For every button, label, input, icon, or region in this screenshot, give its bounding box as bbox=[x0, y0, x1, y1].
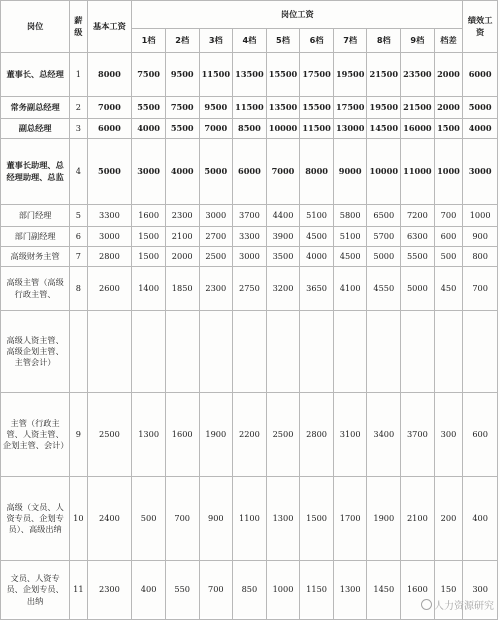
cell-level: 14500 bbox=[367, 119, 401, 139]
cell-level: 5500 bbox=[401, 247, 435, 267]
header-level: 5档 bbox=[266, 29, 300, 53]
table-row bbox=[1, 247, 498, 267]
cell-level: 700 bbox=[165, 477, 199, 561]
cell-level: 3400 bbox=[367, 393, 401, 477]
table-row bbox=[1, 267, 498, 311]
cell-grade: 1 bbox=[70, 53, 87, 97]
cell-level: 11500 bbox=[199, 53, 233, 97]
cell-perf-salary: 6000 bbox=[463, 53, 498, 97]
cell-level: 8000 bbox=[300, 139, 334, 205]
cell-level: 1850 bbox=[165, 267, 199, 311]
cell-level: 700 bbox=[199, 561, 233, 620]
cell-level bbox=[165, 311, 199, 393]
cell-level: 5100 bbox=[300, 205, 334, 227]
cell-base-salary: 3300 bbox=[87, 205, 132, 227]
header-row bbox=[1, 1, 498, 29]
cell-base-salary: 3000 bbox=[87, 227, 132, 247]
cell-perf-salary: 5000 bbox=[463, 97, 498, 119]
table-row bbox=[1, 205, 498, 227]
cell-level: 5000 bbox=[199, 139, 233, 205]
header-grade: 薪级 bbox=[70, 1, 87, 53]
cell-grade bbox=[70, 311, 87, 393]
cell-level: 6300 bbox=[401, 227, 435, 247]
cell-level: 1150 bbox=[300, 561, 334, 620]
cell-level: 1900 bbox=[367, 477, 401, 561]
cell-level: 7000 bbox=[266, 139, 300, 205]
header-level: 7档 bbox=[333, 29, 367, 53]
cell-level: 6000 bbox=[233, 139, 267, 205]
cell-position: 常务副总经理 bbox=[1, 97, 70, 119]
cell-level: 13500 bbox=[266, 97, 300, 119]
header-level-diff: 档差 bbox=[434, 29, 463, 53]
cell-level: 3900 bbox=[266, 227, 300, 247]
cell-level-diff: 600 bbox=[434, 227, 463, 247]
cell-grade: 6 bbox=[70, 227, 87, 247]
cell-level: 2000 bbox=[165, 247, 199, 267]
cell-level: 21500 bbox=[401, 97, 435, 119]
weibo-logo-icon bbox=[421, 599, 432, 610]
cell-level: 3000 bbox=[199, 205, 233, 227]
cell-level-diff: 500 bbox=[434, 247, 463, 267]
header-level: 9档 bbox=[401, 29, 435, 53]
cell-grade: 8 bbox=[70, 267, 87, 311]
cell-level-diff: 1000 bbox=[434, 139, 463, 205]
header-base-salary: 基本工资 bbox=[87, 1, 132, 53]
cell-level: 1100 bbox=[233, 477, 267, 561]
cell-level: 4000 bbox=[165, 139, 199, 205]
cell-level: 7500 bbox=[165, 97, 199, 119]
table-row bbox=[1, 97, 498, 119]
cell-position: 部门副经理 bbox=[1, 227, 70, 247]
cell-level: 2500 bbox=[199, 247, 233, 267]
cell-level bbox=[233, 311, 267, 393]
cell-base-salary: 8000 bbox=[87, 53, 132, 97]
cell-level: 13500 bbox=[233, 53, 267, 97]
cell-base-salary: 2600 bbox=[87, 267, 132, 311]
cell-level: 11000 bbox=[401, 139, 435, 205]
cell-level: 5700 bbox=[367, 227, 401, 247]
cell-level: 900 bbox=[199, 477, 233, 561]
cell-level: 1600 bbox=[132, 205, 166, 227]
cell-level: 2700 bbox=[199, 227, 233, 247]
cell-grade: 5 bbox=[70, 205, 87, 227]
cell-position: 副总经理 bbox=[1, 119, 70, 139]
cell-level: 2200 bbox=[233, 393, 267, 477]
cell-level: 7000 bbox=[199, 119, 233, 139]
cell-level: 5500 bbox=[165, 119, 199, 139]
cell-level: 2100 bbox=[401, 477, 435, 561]
cell-position: 高级财务主管 bbox=[1, 247, 70, 267]
cell-base-salary bbox=[87, 311, 132, 393]
cell-level: 5000 bbox=[367, 247, 401, 267]
cell-base-salary: 2800 bbox=[87, 247, 132, 267]
cell-level: 4000 bbox=[300, 247, 334, 267]
cell-level bbox=[266, 311, 300, 393]
cell-position: 董事长、总经理 bbox=[1, 53, 70, 97]
cell-level: 5500 bbox=[132, 97, 166, 119]
cell-level: 3500 bbox=[266, 247, 300, 267]
cell-level: 4400 bbox=[266, 205, 300, 227]
cell-grade: 9 bbox=[70, 393, 87, 477]
cell-level bbox=[333, 311, 367, 393]
cell-level: 3700 bbox=[233, 205, 267, 227]
cell-level: 1450 bbox=[367, 561, 401, 620]
cell-grade: 2 bbox=[70, 97, 87, 119]
header-perf-salary: 绩效工资 bbox=[463, 1, 498, 53]
cell-perf-salary: 600 bbox=[463, 393, 498, 477]
cell-level: 2750 bbox=[233, 267, 267, 311]
cell-level-diff: 2000 bbox=[434, 53, 463, 97]
cell-level: 17500 bbox=[300, 53, 334, 97]
cell-level: 15500 bbox=[266, 53, 300, 97]
cell-perf-salary: 3000 bbox=[463, 139, 498, 205]
table-row bbox=[1, 477, 498, 561]
cell-level-diff: 1500 bbox=[434, 119, 463, 139]
cell-level: 15500 bbox=[300, 97, 334, 119]
cell-level: 5800 bbox=[333, 205, 367, 227]
cell-grade: 10 bbox=[70, 477, 87, 561]
cell-base-salary: 2300 bbox=[87, 561, 132, 620]
cell-level: 6500 bbox=[367, 205, 401, 227]
cell-level: 400 bbox=[132, 561, 166, 620]
cell-level: 9000 bbox=[333, 139, 367, 205]
cell-level-diff: 150 bbox=[434, 561, 463, 620]
cell-position: 高级主管（高级行政主管、 bbox=[1, 267, 70, 311]
watermark bbox=[421, 597, 494, 612]
cell-perf-salary: 1000 bbox=[463, 205, 498, 227]
cell-level-diff: 700 bbox=[434, 205, 463, 227]
header-level: 1档 bbox=[132, 29, 166, 53]
header-level: 6档 bbox=[300, 29, 334, 53]
cell-level: 1300 bbox=[132, 393, 166, 477]
cell-level: 1900 bbox=[199, 393, 233, 477]
cell-perf-salary: 900 bbox=[463, 227, 498, 247]
cell-level: 17500 bbox=[333, 97, 367, 119]
cell-level: 1300 bbox=[266, 477, 300, 561]
table-row bbox=[1, 227, 498, 247]
table-row bbox=[1, 119, 498, 139]
cell-level: 2800 bbox=[300, 393, 334, 477]
cell-level: 4000 bbox=[132, 119, 166, 139]
cell-level: 5000 bbox=[401, 267, 435, 311]
cell-level: 3100 bbox=[333, 393, 367, 477]
cell-level: 2300 bbox=[165, 205, 199, 227]
cell-level: 1700 bbox=[333, 477, 367, 561]
cell-level bbox=[199, 311, 233, 393]
cell-base-salary: 7000 bbox=[87, 97, 132, 119]
cell-grade: 3 bbox=[70, 119, 87, 139]
cell-level: 9500 bbox=[165, 53, 199, 97]
cell-base-salary: 5000 bbox=[87, 139, 132, 205]
cell-level bbox=[300, 311, 334, 393]
cell-level: 4550 bbox=[367, 267, 401, 311]
cell-level: 11500 bbox=[300, 119, 334, 139]
cell-grade: 4 bbox=[70, 139, 87, 205]
cell-perf-salary: 4000 bbox=[463, 119, 498, 139]
cell-level: 7200 bbox=[401, 205, 435, 227]
cell-level: 19500 bbox=[333, 53, 367, 97]
cell-level: 21500 bbox=[367, 53, 401, 97]
cell-level-diff: 2000 bbox=[434, 97, 463, 119]
cell-position: 高级（文员、人资专员、企划专员）、高级出纳 bbox=[1, 477, 70, 561]
cell-level: 10000 bbox=[367, 139, 401, 205]
cell-level: 550 bbox=[165, 561, 199, 620]
header-position: 岗位 bbox=[1, 1, 70, 53]
cell-level: 3000 bbox=[233, 247, 267, 267]
cell-level: 2100 bbox=[165, 227, 199, 247]
cell-level: 850 bbox=[233, 561, 267, 620]
cell-level: 9500 bbox=[199, 97, 233, 119]
cell-base-salary: 2500 bbox=[87, 393, 132, 477]
table-row bbox=[1, 53, 498, 97]
cell-perf-salary: 400 bbox=[463, 477, 498, 561]
cell-level: 8500 bbox=[233, 119, 267, 139]
cell-position: 文员、人资专员、企划专员、出纳 bbox=[1, 561, 70, 620]
cell-perf-salary: 800 bbox=[463, 247, 498, 267]
header-level: 4档 bbox=[233, 29, 267, 53]
cell-level: 19500 bbox=[367, 97, 401, 119]
cell-perf-salary: 700 bbox=[463, 267, 498, 311]
cell-level: 1400 bbox=[132, 267, 166, 311]
cell-level: 23500 bbox=[401, 53, 435, 97]
cell-level: 1600 bbox=[401, 561, 435, 620]
cell-grade: 7 bbox=[70, 247, 87, 267]
cell-level: 5100 bbox=[333, 227, 367, 247]
cell-level: 11500 bbox=[233, 97, 267, 119]
cell-position: 高级人资主管、高级企划主管、主管会计） bbox=[1, 311, 70, 393]
cell-level: 4500 bbox=[300, 227, 334, 247]
cell-level: 1300 bbox=[333, 561, 367, 620]
cell-grade: 11 bbox=[70, 561, 87, 620]
cell-level: 3650 bbox=[300, 267, 334, 311]
watermark-text: 人力资源研究 bbox=[434, 601, 494, 612]
cell-position: 主管（行政主管、人资主管、企划主管、会计） bbox=[1, 393, 70, 477]
cell-level: 3700 bbox=[401, 393, 435, 477]
cell-level: 1500 bbox=[132, 227, 166, 247]
cell-level: 4500 bbox=[333, 247, 367, 267]
cell-level bbox=[132, 311, 166, 393]
cell-level: 10000 bbox=[266, 119, 300, 139]
cell-level bbox=[401, 311, 435, 393]
cell-level-diff: 450 bbox=[434, 267, 463, 311]
cell-level-diff: 200 bbox=[434, 477, 463, 561]
header-post-salary: 岗位工资 bbox=[132, 1, 463, 29]
cell-level: 500 bbox=[132, 477, 166, 561]
header-level: 3档 bbox=[199, 29, 233, 53]
cell-level: 4100 bbox=[333, 267, 367, 311]
cell-level: 7500 bbox=[132, 53, 166, 97]
table-row bbox=[1, 311, 498, 393]
table-row bbox=[1, 393, 498, 477]
cell-level: 2500 bbox=[266, 393, 300, 477]
cell-base-salary: 2400 bbox=[87, 477, 132, 561]
cell-position: 董事长助理、总经理助理、总监 bbox=[1, 139, 70, 205]
cell-level: 1500 bbox=[300, 477, 334, 561]
header-level: 8档 bbox=[367, 29, 401, 53]
cell-level-diff bbox=[434, 311, 463, 393]
cell-level-diff: 300 bbox=[434, 393, 463, 477]
cell-perf-salary bbox=[463, 311, 498, 393]
cell-position: 部门经理 bbox=[1, 205, 70, 227]
header-level: 2档 bbox=[165, 29, 199, 53]
cell-level: 1000 bbox=[266, 561, 300, 620]
cell-level bbox=[367, 311, 401, 393]
cell-perf-salary: 300 bbox=[463, 561, 498, 620]
cell-level: 2300 bbox=[199, 267, 233, 311]
cell-level: 1500 bbox=[132, 247, 166, 267]
cell-base-salary: 6000 bbox=[87, 119, 132, 139]
cell-level: 3200 bbox=[266, 267, 300, 311]
cell-level: 3300 bbox=[233, 227, 267, 247]
table-row bbox=[1, 139, 498, 205]
cell-level: 13000 bbox=[333, 119, 367, 139]
cell-level: 16000 bbox=[401, 119, 435, 139]
cell-level: 1600 bbox=[165, 393, 199, 477]
cell-level: 3000 bbox=[132, 139, 166, 205]
